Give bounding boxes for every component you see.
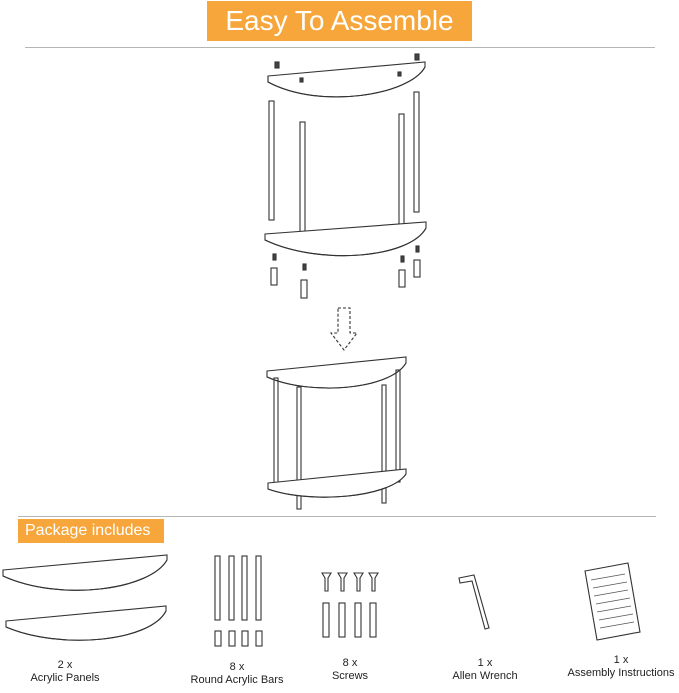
package-screws [322, 573, 378, 637]
assembled-table [267, 357, 406, 509]
item-qty: 1 x [477, 657, 493, 669]
package-item-caption [320, 657, 380, 683]
assembly-instructions-icon [585, 563, 640, 640]
item-label: Screws [331, 670, 369, 682]
package-item-caption [15, 659, 115, 685]
section-divider [18, 516, 656, 517]
item-qty: 1 x [613, 654, 629, 666]
item-qty: 8 x [229, 661, 245, 673]
package-item-caption [563, 654, 679, 680]
item-qty: 8 x [342, 657, 358, 669]
down-arrow-icon [331, 308, 357, 350]
allen-wrench-icon [459, 575, 489, 629]
package-section-title: Package includes [18, 519, 164, 543]
item-label: Assembly Instructions [567, 667, 675, 679]
package-acrylic-panels [3, 555, 167, 640]
item-label: Allen Wrench [452, 670, 518, 682]
item-label: Round Acrylic Bars [190, 674, 284, 686]
item-qty: 2 x [57, 659, 73, 671]
package-item-caption [440, 657, 530, 683]
page-title: Easy To Assemble [207, 1, 472, 41]
item-label: Acrylic Panels [30, 672, 100, 684]
exploded-bottom-panel [265, 222, 426, 256]
exploded-rods [269, 92, 419, 239]
exploded-top-panel [268, 62, 425, 97]
package-round-acrylic-bars [215, 556, 262, 646]
package-item-caption [182, 661, 292, 687]
